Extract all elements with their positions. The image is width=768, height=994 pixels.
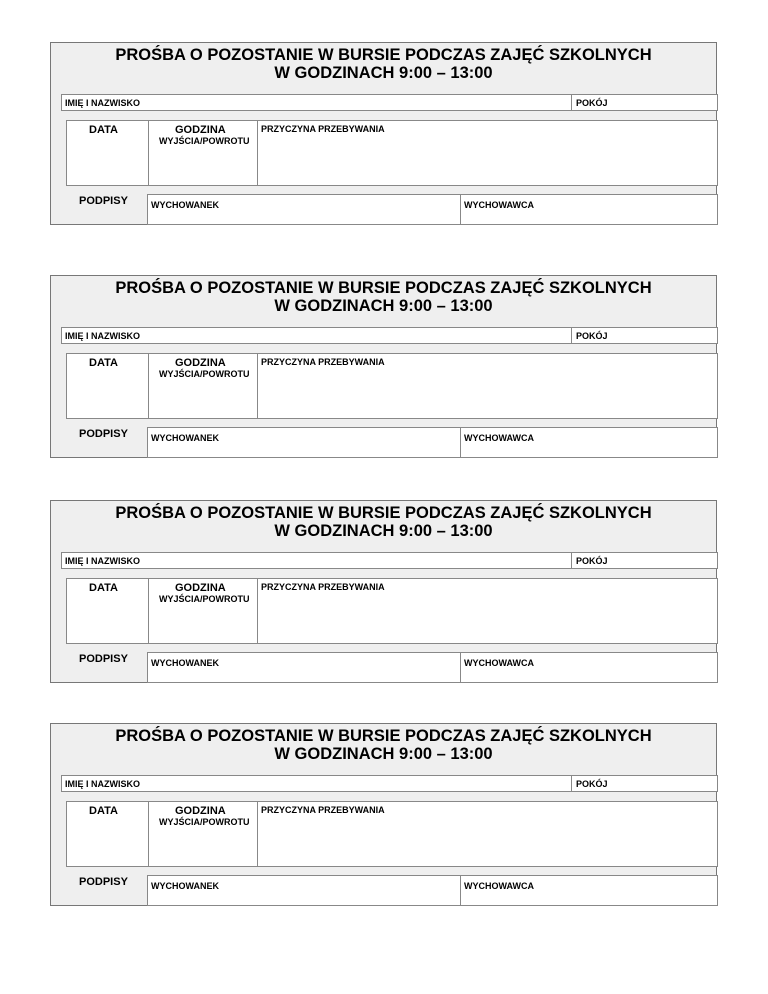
tutor-label: WYCHOWAWCA: [464, 881, 534, 891]
room-label: POKÓJ: [576, 331, 608, 341]
form-title-line1: PROŚBA O POZOSTANIE W BURSIE PODCZAS ZAJĘĆ SZKOLNYCH: [115, 279, 652, 297]
request-form-2: [50, 275, 717, 458]
form-title-line2: W GODZINACH 9:00 – 13:00: [274, 522, 493, 540]
time-label: GODZINA: [175, 582, 226, 594]
student-label: WYCHOWANEK: [151, 433, 219, 443]
reason-label: PRZYCZYNA PRZEBYWANIA: [261, 357, 385, 367]
time-sublabel: WYJŚCIA/POWROTU: [159, 594, 250, 604]
date-label: DATA: [89, 124, 118, 136]
name-label: IMIĘ I NAZWISKO: [65, 556, 140, 566]
date-label: DATA: [89, 805, 118, 817]
time-label: GODZINA: [175, 357, 226, 369]
time-sublabel: WYJŚCIA/POWROTU: [159, 369, 250, 379]
reason-label: PRZYCZYNA PRZEBYWANIA: [261, 582, 385, 592]
date-label: DATA: [89, 582, 118, 594]
signatures-label: PODPISY: [79, 653, 128, 665]
name-label: IMIĘ I NAZWISKO: [65, 331, 140, 341]
time-label: GODZINA: [175, 805, 226, 817]
form-title-line1: PROŚBA O POZOSTANIE W BURSIE PODCZAS ZAJĘĆ SZKOLNYCH: [115, 504, 652, 522]
form-title-line2: W GODZINACH 9:00 – 13:00: [274, 745, 493, 763]
form-title-line1: PROŚBA O POZOSTANIE W BURSIE PODCZAS ZAJĘĆ SZKOLNYCH: [115, 46, 652, 64]
form-title-line2: W GODZINACH 9:00 – 13:00: [274, 64, 493, 82]
room-label: POKÓJ: [576, 779, 608, 789]
tutor-label: WYCHOWAWCA: [464, 658, 534, 668]
request-form-3: [50, 500, 717, 683]
time-sublabel: WYJŚCIA/POWROTU: [159, 136, 250, 146]
form-title-line2: W GODZINACH 9:00 – 13:00: [274, 297, 493, 315]
signatures-label: PODPISY: [79, 876, 128, 888]
tutor-label: WYCHOWAWCA: [464, 200, 534, 210]
time-label: GODZINA: [175, 124, 226, 136]
request-form-1: [50, 42, 717, 225]
date-label: DATA: [89, 357, 118, 369]
name-label: IMIĘ I NAZWISKO: [65, 779, 140, 789]
time-sublabel: WYJŚCIA/POWROTU: [159, 817, 250, 827]
room-label: POKÓJ: [576, 556, 608, 566]
name-label: IMIĘ I NAZWISKO: [65, 98, 140, 108]
signatures-label: PODPISY: [79, 428, 128, 440]
student-label: WYCHOWANEK: [151, 200, 219, 210]
reason-label: PRZYCZYNA PRZEBYWANIA: [261, 124, 385, 134]
student-label: WYCHOWANEK: [151, 881, 219, 891]
reason-label: PRZYCZYNA PRZEBYWANIA: [261, 805, 385, 815]
form-title-line1: PROŚBA O POZOSTANIE W BURSIE PODCZAS ZAJĘĆ SZKOLNYCH: [115, 727, 652, 745]
request-form-4: [50, 723, 717, 906]
room-label: POKÓJ: [576, 98, 608, 108]
student-label: WYCHOWANEK: [151, 658, 219, 668]
signatures-label: PODPISY: [79, 195, 128, 207]
tutor-label: WYCHOWAWCA: [464, 433, 534, 443]
